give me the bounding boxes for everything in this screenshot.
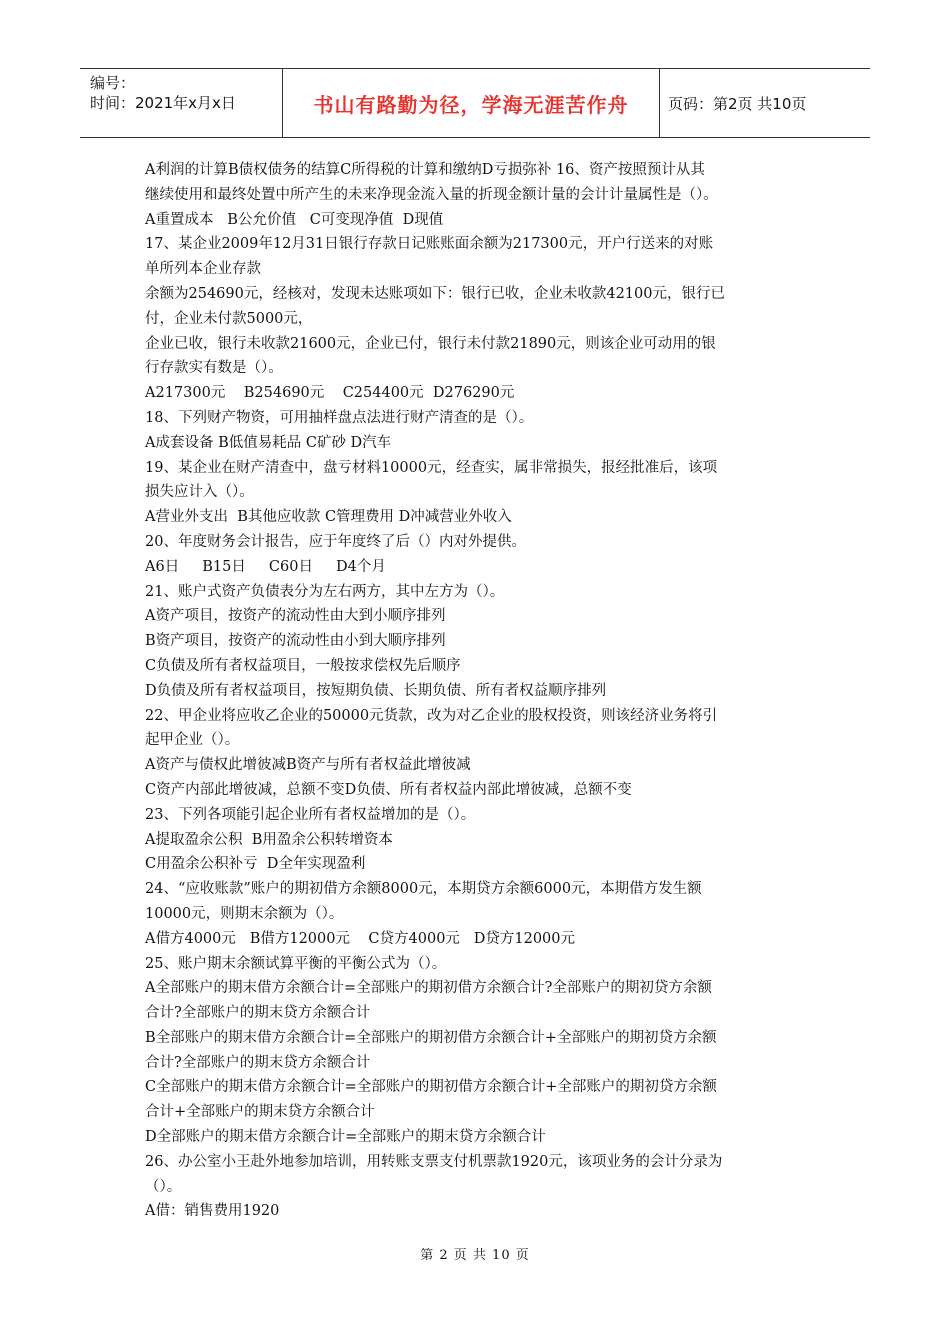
text-line: A借：销售费用1920 [145,1203,280,1220]
text-line: A利润的计算B债权债务的结算C所得税的计算和缴纳D亏损弥补 16、资产按照预计从其 [145,162,705,178]
text-line: A全部账户的期末借方余额合计=全部账户的期初借方余额合计?全部账户的期初贷方余额 [145,980,712,997]
text-line: 17、某企业2009年12月31日银行存款日记账账面余额为217300元，开户行送来的对账 [145,236,714,253]
document-body [145,158,815,1224]
text-line: A资产与债权此增彼减B资产与所有者权益此增彼减 [145,757,471,774]
header-info [80,69,282,137]
text-line: 合计?全部账户的期末贷方余额合计 [145,1054,371,1071]
text-line: A6日 B15日 C60日 D4个月 [145,558,386,575]
text-line: C用盈余公积补亏 D全年实现盈利 [145,856,366,873]
text-line: 20、年度财务会计报告，应于年度终了后（）内对外提供。 [145,533,526,550]
text-line: A重置成本 B公允价值 C可变现净值 D现值 [145,211,444,228]
text-line: （）。 [145,1178,182,1195]
text-line: C全部账户的期末借方余额合计=全部账户的期初借方余额合计+全部账户的期初贷方余额 [145,1079,717,1096]
text-line: B全部账户的期末借方余额合计=全部账户的期初借方余额合计+全部账户的期初贷方余额 [145,1029,717,1046]
text-line: 合计+全部账户的期末贷方余额合计 [145,1104,375,1121]
text-line: C资产内部此增彼减，总额不变D负债、所有者权益内部此增彼减，总额不变 [145,781,632,798]
text-line: A217300元 B254690元 C254400元 D276290元 [145,385,515,402]
text-line: B资产项目，按资产的流动性由小到大顺序排列 [145,633,446,650]
text-line: D负债及所有者权益项目，按短期负债、长期负债、所有者权益顺序排列 [145,682,607,699]
text-line: 单所列本企业存款 [145,261,261,278]
text-line: 行存款实有数是（）。 [145,360,283,377]
text-line: 继续使用和最终处置中所产生的未来净现金流入量的折现金额计量的会计计量属性是（）。 [145,186,718,203]
text-line: A营业外支出 B其他应收款 C管理费用 D冲减营业外收入 [145,509,512,526]
text-line: D全部账户的期末借方余额合计=全部账户的期末贷方余额合计 [145,1129,546,1146]
text-line: 22、甲企业将应收乙企业的50000元货款，改为对乙企业的股权投资，则该经济业务将引 [145,707,718,724]
text-line: 26、办公室小王赴外地参加培训，用转账支票支付机票款1920元，该项业务的会计分录为 [145,1153,723,1170]
date-label: 时间：2021年x月x日 [90,94,236,112]
text-line: 18、下列财产物资，可用抽样盘点法进行财产清查的是（）。 [145,409,534,426]
text-line: 余额为254690元，经核对，发现未达账项如下：银行已收，企业未收款42100元，银行已 [145,285,725,302]
header-page-label: 页码：第2页 共10页 [668,94,807,113]
text-line: C负债及所有者权益项目，一般按求偿权先后顺序 [145,657,461,674]
page-header [80,68,870,138]
text-line: 21、账户式资产负债表分为左右两方，其中左方为（）。 [145,583,505,600]
serial-label: 编号： [90,74,136,92]
text-line: 合计?全部账户的期末贷方余额合计 [145,1005,371,1022]
text-line: A提取盈余公积 B用盈余公积转增资本 [145,831,393,848]
text-line: A成套设备 B低值易耗品 C矿砂 D汽车 [145,434,392,451]
text-line: 企业已收，银行未收款21600元，企业已付，银行未付款21890元，则该企业可动用的银 [145,335,716,352]
text-line: A借方4000元 B借方12000元 C贷方4000元 D贷方12000元 [145,930,575,947]
text-line: 23、下列各项能引起企业所有者权益增加的是（）。 [145,806,476,823]
text-line: 24、“应收账款”账户的期初借方余额8000元，本期贷方余额6000元，本期借方发生额 [145,881,702,898]
text-line: 25、账户期末余额试算平衡的平衡公式为（）。 [145,955,447,972]
text-line: 10000元，则期末余额为（）。 [145,905,344,922]
text-line: 19、某企业在财产清查中，盘亏材料10000元，经查实，属非常损失，报经批准后，该项 [145,459,718,476]
text-line: 损失应计入（）。 [145,484,254,501]
text-line: A资产项目，按资产的流动性由大到小顺序排列 [145,608,446,625]
header-motto: 书山有路勤为径，学海无涯苦作舟 [282,69,660,137]
text-line: 付，企业未付款5000元， [145,310,313,327]
page-footer: 第 2 页 共 10 页 [420,1248,530,1263]
text-line: 起甲企业（）。 [145,732,240,749]
